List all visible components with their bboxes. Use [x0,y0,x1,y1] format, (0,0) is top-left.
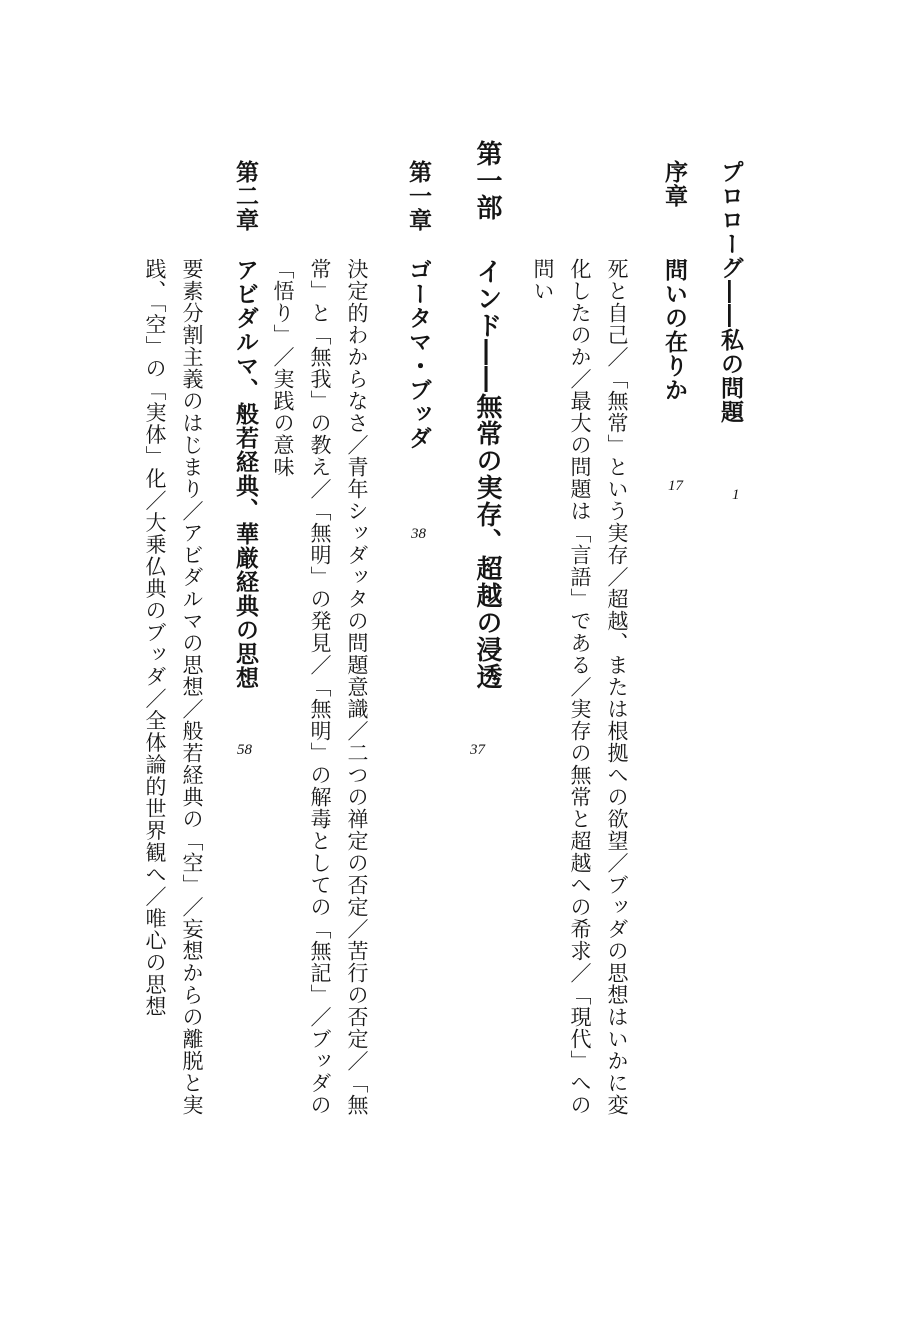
toc-ch1-title [403,258,433,450]
ch1-page-number: 38 [411,526,426,542]
intro-title: 問いの在りか [661,258,688,402]
toc-intro-title [659,258,689,402]
ch1-label: 第一章 [405,160,432,232]
ch1-description: 決定的わからなさ／青年シッダッタの問題意識／二つの禅定の否定／苦行の否定／「無常」と「無我」の教え／「無明」の発見／「無明」の解毒としての「無記」／ブッダの「悟り」／実践の意味 [271,258,369,1116]
toc-ch2-label [230,160,260,232]
intro-page-number: 17 [668,478,683,494]
ch2-description: 要素分割主義のはじまり／アビダルマの思想／般若経典の「空」／妄想からの離脱と実践、「空」の「実体」化／大乗仏典のブッダ／全体論的世界観へ／唯心の思想 [143,258,204,1116]
toc-part1-label [472,140,502,221]
toc-intro-label [659,160,689,208]
toc-ch2-title [230,258,260,690]
intro-label: 序章 [661,160,688,208]
toc-part1-title [472,258,502,690]
ch2-title: アビダルマ、般若経典、華厳経典の思想 [232,258,259,690]
ch2-page-number: 58 [237,742,252,758]
ch2-label: 第二章 [232,160,259,232]
toc-ch1-label [403,160,433,232]
toc-prologue [715,160,745,424]
part1-label: 第一部 [472,140,502,221]
part1-page-number: 37 [470,742,485,758]
ch1-title: ゴータマ・ブッダ [405,258,432,450]
intro-description: 死と自己／「無常」という実存／超越、または根拠への欲望／ブッダの思想はいかに変化したのか／最大の問題は「言語」である／実存の無常と超越への希求／「現代」への問い [531,258,629,1116]
prologue-page-number: 1 [732,487,740,503]
prologue-title: プロローグ――私の問題 [717,160,744,424]
part1-title: インド――無常の実存、超越の浸透 [472,258,502,690]
